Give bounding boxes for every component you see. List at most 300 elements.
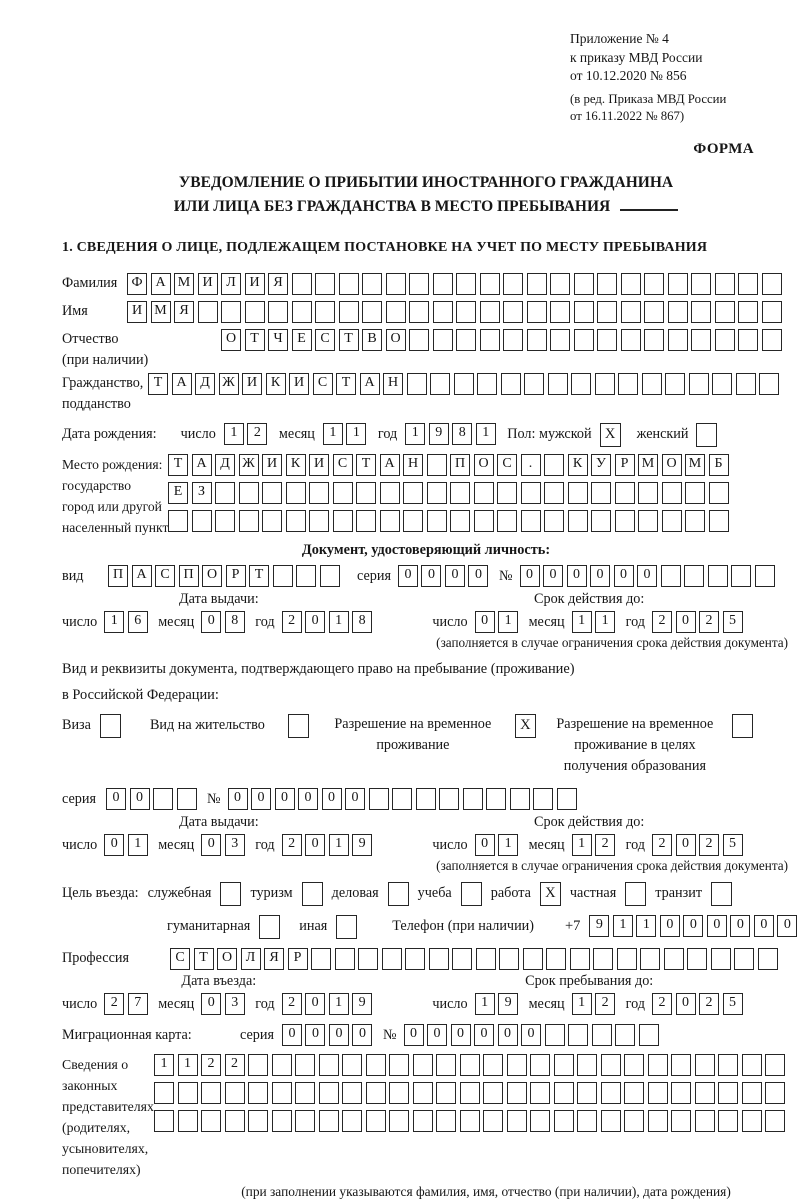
char-cell[interactable]: 0 xyxy=(445,565,465,587)
char-cell[interactable] xyxy=(427,510,447,532)
char-cell[interactable]: 0 xyxy=(676,611,696,633)
char-cell[interactable] xyxy=(571,373,591,395)
char-cell[interactable]: 0 xyxy=(777,915,797,937)
char-cell[interactable]: 0 xyxy=(398,565,418,587)
char-cell[interactable] xyxy=(718,1054,738,1076)
char-cell[interactable] xyxy=(715,301,735,323)
char-cell[interactable] xyxy=(366,1082,386,1104)
char-cell[interactable] xyxy=(427,454,447,476)
char-cell[interactable] xyxy=(742,1054,762,1076)
char-cell[interactable]: 1 xyxy=(224,423,244,445)
char-cell[interactable] xyxy=(695,1110,715,1132)
char-cell[interactable] xyxy=(687,948,707,970)
char-cell[interactable] xyxy=(309,510,329,532)
purpose-official-checkbox[interactable] xyxy=(220,882,241,906)
char-cell[interactable]: 2 xyxy=(282,993,302,1015)
char-cell[interactable] xyxy=(483,1110,503,1132)
char-cell[interactable] xyxy=(592,1024,612,1046)
char-cell[interactable] xyxy=(615,482,635,504)
char-cell[interactable] xyxy=(480,301,500,323)
char-cell[interactable] xyxy=(527,301,547,323)
char-cell[interactable]: С xyxy=(155,565,175,587)
char-cell[interactable] xyxy=(738,329,758,351)
char-cell[interactable]: 2 xyxy=(595,834,615,856)
char-cell[interactable]: 0 xyxy=(305,993,325,1015)
char-cell[interactable] xyxy=(662,482,682,504)
char-cell[interactable] xyxy=(497,482,517,504)
char-cell[interactable] xyxy=(503,273,523,295)
temporary-residence-education-checkbox[interactable] xyxy=(732,714,753,738)
char-cell[interactable]: 2 xyxy=(699,834,719,856)
char-cell[interactable]: К xyxy=(568,454,588,476)
char-cell[interactable]: 5 xyxy=(723,834,743,856)
char-cell[interactable] xyxy=(452,948,472,970)
char-cell[interactable] xyxy=(568,482,588,504)
char-cell[interactable]: 0 xyxy=(683,915,703,937)
char-cell[interactable] xyxy=(546,948,566,970)
char-cell[interactable] xyxy=(544,454,564,476)
char-cell[interactable] xyxy=(574,301,594,323)
char-cell[interactable] xyxy=(380,510,400,532)
char-cell[interactable]: С xyxy=(170,948,190,970)
char-cell[interactable] xyxy=(671,1054,691,1076)
char-cell[interactable] xyxy=(386,301,406,323)
char-cell[interactable] xyxy=(601,1054,621,1076)
char-cell[interactable] xyxy=(574,329,594,351)
char-cell[interactable] xyxy=(527,329,547,351)
char-cell[interactable] xyxy=(201,1082,221,1104)
char-cell[interactable] xyxy=(544,510,564,532)
char-cell[interactable] xyxy=(554,1110,574,1132)
char-cell[interactable] xyxy=(413,1054,433,1076)
char-cell[interactable] xyxy=(718,1082,738,1104)
char-cell[interactable] xyxy=(245,301,265,323)
char-cell[interactable] xyxy=(624,1082,644,1104)
char-cell[interactable]: Т xyxy=(194,948,214,970)
char-cell[interactable]: Е xyxy=(168,482,188,504)
char-cell[interactable] xyxy=(309,482,329,504)
char-cell[interactable]: Т xyxy=(249,565,269,587)
char-cell[interactable] xyxy=(638,510,658,532)
char-cell[interactable]: Б xyxy=(709,454,729,476)
char-cell[interactable]: Е xyxy=(292,329,312,351)
char-cell[interactable] xyxy=(574,273,594,295)
char-cell[interactable]: С xyxy=(497,454,517,476)
char-cell[interactable] xyxy=(621,301,641,323)
char-cell[interactable] xyxy=(503,329,523,351)
char-cell[interactable]: 2 xyxy=(247,423,267,445)
char-cell[interactable] xyxy=(292,301,312,323)
char-cell[interactable] xyxy=(644,301,664,323)
char-cell[interactable] xyxy=(577,1110,597,1132)
char-cell[interactable] xyxy=(554,1054,574,1076)
char-cell[interactable]: 9 xyxy=(429,423,449,445)
char-cell[interactable] xyxy=(624,1054,644,1076)
char-cell[interactable]: 0 xyxy=(201,834,221,856)
char-cell[interactable] xyxy=(507,1082,527,1104)
char-cell[interactable] xyxy=(389,1054,409,1076)
char-cell[interactable]: 2 xyxy=(699,611,719,633)
char-cell[interactable]: 1 xyxy=(636,915,656,937)
char-cell[interactable]: 0 xyxy=(475,611,495,633)
char-cell[interactable]: И xyxy=(198,273,218,295)
char-cell[interactable]: 2 xyxy=(699,993,719,1015)
char-cell[interactable]: Ф xyxy=(127,273,147,295)
char-cell[interactable]: 0 xyxy=(754,915,774,937)
char-cell[interactable] xyxy=(439,788,459,810)
char-cell[interactable] xyxy=(557,788,577,810)
char-cell[interactable] xyxy=(685,510,705,532)
char-cell[interactable] xyxy=(738,301,758,323)
char-cell[interactable] xyxy=(153,788,173,810)
char-cell[interactable] xyxy=(618,373,638,395)
char-cell[interactable] xyxy=(433,301,453,323)
char-cell[interactable] xyxy=(319,1082,339,1104)
char-cell[interactable]: 0 xyxy=(614,565,634,587)
char-cell[interactable] xyxy=(550,301,570,323)
char-cell[interactable]: 1 xyxy=(329,993,349,1015)
char-cell[interactable] xyxy=(765,1110,785,1132)
char-cell[interactable]: 0 xyxy=(521,1024,541,1046)
char-cell[interactable]: 0 xyxy=(660,915,680,937)
char-cell[interactable] xyxy=(319,1054,339,1076)
char-cell[interactable] xyxy=(413,1082,433,1104)
char-cell[interactable]: А xyxy=(172,373,192,395)
char-cell[interactable]: 0 xyxy=(275,788,295,810)
char-cell[interactable] xyxy=(708,565,728,587)
char-cell[interactable]: 1 xyxy=(572,834,592,856)
purpose-work-checkbox[interactable]: X xyxy=(540,882,561,906)
char-cell[interactable]: 0 xyxy=(730,915,750,937)
char-cell[interactable] xyxy=(215,482,235,504)
char-cell[interactable] xyxy=(591,510,611,532)
char-cell[interactable]: 3 xyxy=(225,993,245,1015)
char-cell[interactable] xyxy=(661,565,681,587)
char-cell[interactable]: И xyxy=(262,454,282,476)
char-cell[interactable] xyxy=(225,1110,245,1132)
char-cell[interactable] xyxy=(593,948,613,970)
char-cell[interactable] xyxy=(639,1024,659,1046)
char-cell[interactable] xyxy=(480,273,500,295)
char-cell[interactable] xyxy=(615,1024,635,1046)
char-cell[interactable] xyxy=(292,273,312,295)
char-cell[interactable] xyxy=(356,510,376,532)
char-cell[interactable] xyxy=(738,273,758,295)
char-cell[interactable] xyxy=(436,1110,456,1132)
char-cell[interactable] xyxy=(239,482,259,504)
char-cell[interactable]: 2 xyxy=(652,834,672,856)
char-cell[interactable] xyxy=(480,329,500,351)
char-cell[interactable]: 9 xyxy=(352,993,372,1015)
char-cell[interactable] xyxy=(527,273,547,295)
char-cell[interactable] xyxy=(463,788,483,810)
char-cell[interactable]: А xyxy=(360,373,380,395)
char-cell[interactable]: 0 xyxy=(251,788,271,810)
char-cell[interactable] xyxy=(433,329,453,351)
char-cell[interactable]: А xyxy=(132,565,152,587)
residence-permit-checkbox[interactable] xyxy=(288,714,309,738)
char-cell[interactable]: 5 xyxy=(723,611,743,633)
char-cell[interactable]: 0 xyxy=(104,834,124,856)
char-cell[interactable]: 9 xyxy=(498,993,518,1015)
char-cell[interactable]: 3 xyxy=(225,834,245,856)
char-cell[interactable] xyxy=(755,565,775,587)
char-cell[interactable] xyxy=(239,510,259,532)
char-cell[interactable] xyxy=(178,1110,198,1132)
char-cell[interactable] xyxy=(671,1082,691,1104)
char-cell[interactable]: Т xyxy=(148,373,168,395)
char-cell[interactable] xyxy=(273,565,293,587)
char-cell[interactable] xyxy=(433,273,453,295)
char-cell[interactable] xyxy=(486,788,506,810)
gender-male-checkbox[interactable]: X xyxy=(600,423,621,447)
char-cell[interactable] xyxy=(731,565,751,587)
char-cell[interactable]: 0 xyxy=(322,788,342,810)
char-cell[interactable] xyxy=(597,301,617,323)
char-cell[interactable]: 0 xyxy=(282,1024,302,1046)
char-cell[interactable] xyxy=(460,1054,480,1076)
char-cell[interactable] xyxy=(742,1082,762,1104)
char-cell[interactable] xyxy=(597,329,617,351)
char-cell[interactable]: С xyxy=(313,373,333,395)
char-cell[interactable] xyxy=(474,510,494,532)
char-cell[interactable]: А xyxy=(380,454,400,476)
char-cell[interactable] xyxy=(554,1082,574,1104)
char-cell[interactable]: Н xyxy=(383,373,403,395)
char-cell[interactable] xyxy=(450,510,470,532)
char-cell[interactable] xyxy=(762,329,782,351)
char-cell[interactable] xyxy=(759,373,779,395)
char-cell[interactable] xyxy=(198,301,218,323)
char-cell[interactable] xyxy=(295,1082,315,1104)
char-cell[interactable]: О xyxy=(217,948,237,970)
char-cell[interactable] xyxy=(715,273,735,295)
char-cell[interactable] xyxy=(436,1054,456,1076)
char-cell[interactable] xyxy=(248,1110,268,1132)
char-cell[interactable] xyxy=(366,1054,386,1076)
char-cell[interactable]: 1 xyxy=(476,423,496,445)
purpose-transit-checkbox[interactable] xyxy=(711,882,732,906)
char-cell[interactable]: 0 xyxy=(305,834,325,856)
char-cell[interactable]: 1 xyxy=(323,423,343,445)
char-cell[interactable] xyxy=(369,788,389,810)
char-cell[interactable] xyxy=(339,301,359,323)
char-cell[interactable] xyxy=(201,1110,221,1132)
gender-female-checkbox[interactable] xyxy=(696,423,717,447)
char-cell[interactable]: М xyxy=(638,454,658,476)
char-cell[interactable]: И xyxy=(289,373,309,395)
char-cell[interactable]: 1 xyxy=(329,834,349,856)
char-cell[interactable] xyxy=(530,1054,550,1076)
char-cell[interactable] xyxy=(272,1082,292,1104)
char-cell[interactable] xyxy=(272,1110,292,1132)
char-cell[interactable] xyxy=(668,301,688,323)
char-cell[interactable]: 0 xyxy=(468,565,488,587)
char-cell[interactable] xyxy=(601,1082,621,1104)
char-cell[interactable]: 0 xyxy=(520,565,540,587)
char-cell[interactable]: 8 xyxy=(452,423,472,445)
char-cell[interactable]: 1 xyxy=(405,423,425,445)
char-cell[interactable] xyxy=(272,1054,292,1076)
char-cell[interactable] xyxy=(409,301,429,323)
char-cell[interactable] xyxy=(503,301,523,323)
char-cell[interactable]: П xyxy=(450,454,470,476)
char-cell[interactable] xyxy=(333,482,353,504)
char-cell[interactable] xyxy=(668,329,688,351)
char-cell[interactable] xyxy=(382,948,402,970)
char-cell[interactable]: 2 xyxy=(201,1054,221,1076)
char-cell[interactable] xyxy=(695,1054,715,1076)
char-cell[interactable] xyxy=(644,329,664,351)
char-cell[interactable]: Т xyxy=(339,329,359,351)
char-cell[interactable] xyxy=(648,1110,668,1132)
char-cell[interactable]: Ж xyxy=(219,373,239,395)
char-cell[interactable]: 1 xyxy=(329,611,349,633)
char-cell[interactable]: 0 xyxy=(305,1024,325,1046)
char-cell[interactable] xyxy=(154,1082,174,1104)
char-cell[interactable] xyxy=(286,510,306,532)
char-cell[interactable]: 1 xyxy=(595,611,615,633)
char-cell[interactable]: К xyxy=(286,454,306,476)
char-cell[interactable] xyxy=(262,510,282,532)
char-cell[interactable]: 2 xyxy=(595,993,615,1015)
char-cell[interactable]: 0 xyxy=(543,565,563,587)
char-cell[interactable] xyxy=(366,1110,386,1132)
char-cell[interactable] xyxy=(405,948,425,970)
char-cell[interactable]: И xyxy=(242,373,262,395)
char-cell[interactable] xyxy=(413,1110,433,1132)
char-cell[interactable] xyxy=(507,1110,527,1132)
purpose-business-checkbox[interactable] xyxy=(388,882,409,906)
char-cell[interactable]: 1 xyxy=(613,915,633,937)
char-cell[interactable]: 0 xyxy=(345,788,365,810)
char-cell[interactable]: О xyxy=(221,329,241,351)
char-cell[interactable] xyxy=(711,948,731,970)
char-cell[interactable] xyxy=(665,373,685,395)
temporary-residence-checkbox[interactable]: X xyxy=(515,714,536,738)
char-cell[interactable] xyxy=(718,1110,738,1132)
char-cell[interactable]: Р xyxy=(226,565,246,587)
char-cell[interactable] xyxy=(545,1024,565,1046)
char-cell[interactable] xyxy=(499,948,519,970)
char-cell[interactable] xyxy=(409,273,429,295)
char-cell[interactable]: 0 xyxy=(352,1024,372,1046)
char-cell[interactable] xyxy=(691,329,711,351)
char-cell[interactable]: О xyxy=(202,565,222,587)
char-cell[interactable] xyxy=(403,482,423,504)
char-cell[interactable] xyxy=(221,301,241,323)
char-cell[interactable] xyxy=(215,510,235,532)
char-cell[interactable]: У xyxy=(591,454,611,476)
char-cell[interactable] xyxy=(460,1110,480,1132)
char-cell[interactable]: 0 xyxy=(451,1024,471,1046)
char-cell[interactable]: М xyxy=(174,273,194,295)
char-cell[interactable]: П xyxy=(179,565,199,587)
char-cell[interactable] xyxy=(758,948,778,970)
purpose-tourism-checkbox[interactable] xyxy=(302,882,323,906)
char-cell[interactable] xyxy=(248,1054,268,1076)
char-cell[interactable]: 0 xyxy=(676,993,696,1015)
char-cell[interactable] xyxy=(450,482,470,504)
purpose-private-checkbox[interactable] xyxy=(625,882,646,906)
char-cell[interactable]: 2 xyxy=(282,834,302,856)
char-cell[interactable]: 1 xyxy=(104,611,124,633)
char-cell[interactable] xyxy=(295,1054,315,1076)
char-cell[interactable]: 0 xyxy=(298,788,318,810)
char-cell[interactable] xyxy=(671,1110,691,1132)
char-cell[interactable] xyxy=(474,482,494,504)
char-cell[interactable]: И xyxy=(127,301,147,323)
char-cell[interactable]: 0 xyxy=(427,1024,447,1046)
char-cell[interactable] xyxy=(311,948,331,970)
char-cell[interactable]: О xyxy=(474,454,494,476)
visa-checkbox[interactable] xyxy=(100,714,121,738)
char-cell[interactable] xyxy=(712,373,732,395)
char-cell[interactable] xyxy=(662,510,682,532)
char-cell[interactable] xyxy=(456,273,476,295)
char-cell[interactable] xyxy=(477,373,497,395)
char-cell[interactable]: 6 xyxy=(128,611,148,633)
char-cell[interactable]: 2 xyxy=(104,993,124,1015)
char-cell[interactable] xyxy=(736,373,756,395)
char-cell[interactable] xyxy=(570,948,590,970)
char-cell[interactable]: 2 xyxy=(282,611,302,633)
char-cell[interactable] xyxy=(319,1110,339,1132)
char-cell[interactable]: 0 xyxy=(106,788,126,810)
char-cell[interactable] xyxy=(695,1082,715,1104)
char-cell[interactable] xyxy=(501,373,521,395)
char-cell[interactable] xyxy=(548,373,568,395)
char-cell[interactable] xyxy=(320,565,340,587)
char-cell[interactable] xyxy=(595,373,615,395)
char-cell[interactable] xyxy=(315,273,335,295)
char-cell[interactable] xyxy=(335,948,355,970)
char-cell[interactable]: Р xyxy=(288,948,308,970)
char-cell[interactable]: 2 xyxy=(652,611,672,633)
char-cell[interactable]: 0 xyxy=(707,915,727,937)
char-cell[interactable]: Я xyxy=(264,948,284,970)
char-cell[interactable]: 0 xyxy=(590,565,610,587)
char-cell[interactable] xyxy=(403,510,423,532)
char-cell[interactable]: К xyxy=(266,373,286,395)
char-cell[interactable] xyxy=(742,1110,762,1132)
char-cell[interactable] xyxy=(483,1054,503,1076)
char-cell[interactable] xyxy=(510,788,530,810)
char-cell[interactable] xyxy=(691,273,711,295)
char-cell[interactable]: С xyxy=(333,454,353,476)
char-cell[interactable]: . xyxy=(521,454,541,476)
char-cell[interactable]: 0 xyxy=(228,788,248,810)
char-cell[interactable]: Я xyxy=(174,301,194,323)
char-cell[interactable]: А xyxy=(192,454,212,476)
char-cell[interactable]: Л xyxy=(221,273,241,295)
char-cell[interactable] xyxy=(476,948,496,970)
char-cell[interactable] xyxy=(248,1082,268,1104)
char-cell[interactable]: Я xyxy=(268,273,288,295)
char-cell[interactable]: 8 xyxy=(352,611,372,633)
char-cell[interactable] xyxy=(734,948,754,970)
char-cell[interactable] xyxy=(615,510,635,532)
purpose-other-checkbox[interactable] xyxy=(336,915,357,939)
char-cell[interactable] xyxy=(685,482,705,504)
char-cell[interactable] xyxy=(709,510,729,532)
char-cell[interactable] xyxy=(638,482,658,504)
char-cell[interactable] xyxy=(507,1054,527,1076)
char-cell[interactable]: 1 xyxy=(498,834,518,856)
char-cell[interactable] xyxy=(709,482,729,504)
char-cell[interactable] xyxy=(339,273,359,295)
char-cell[interactable] xyxy=(523,948,543,970)
